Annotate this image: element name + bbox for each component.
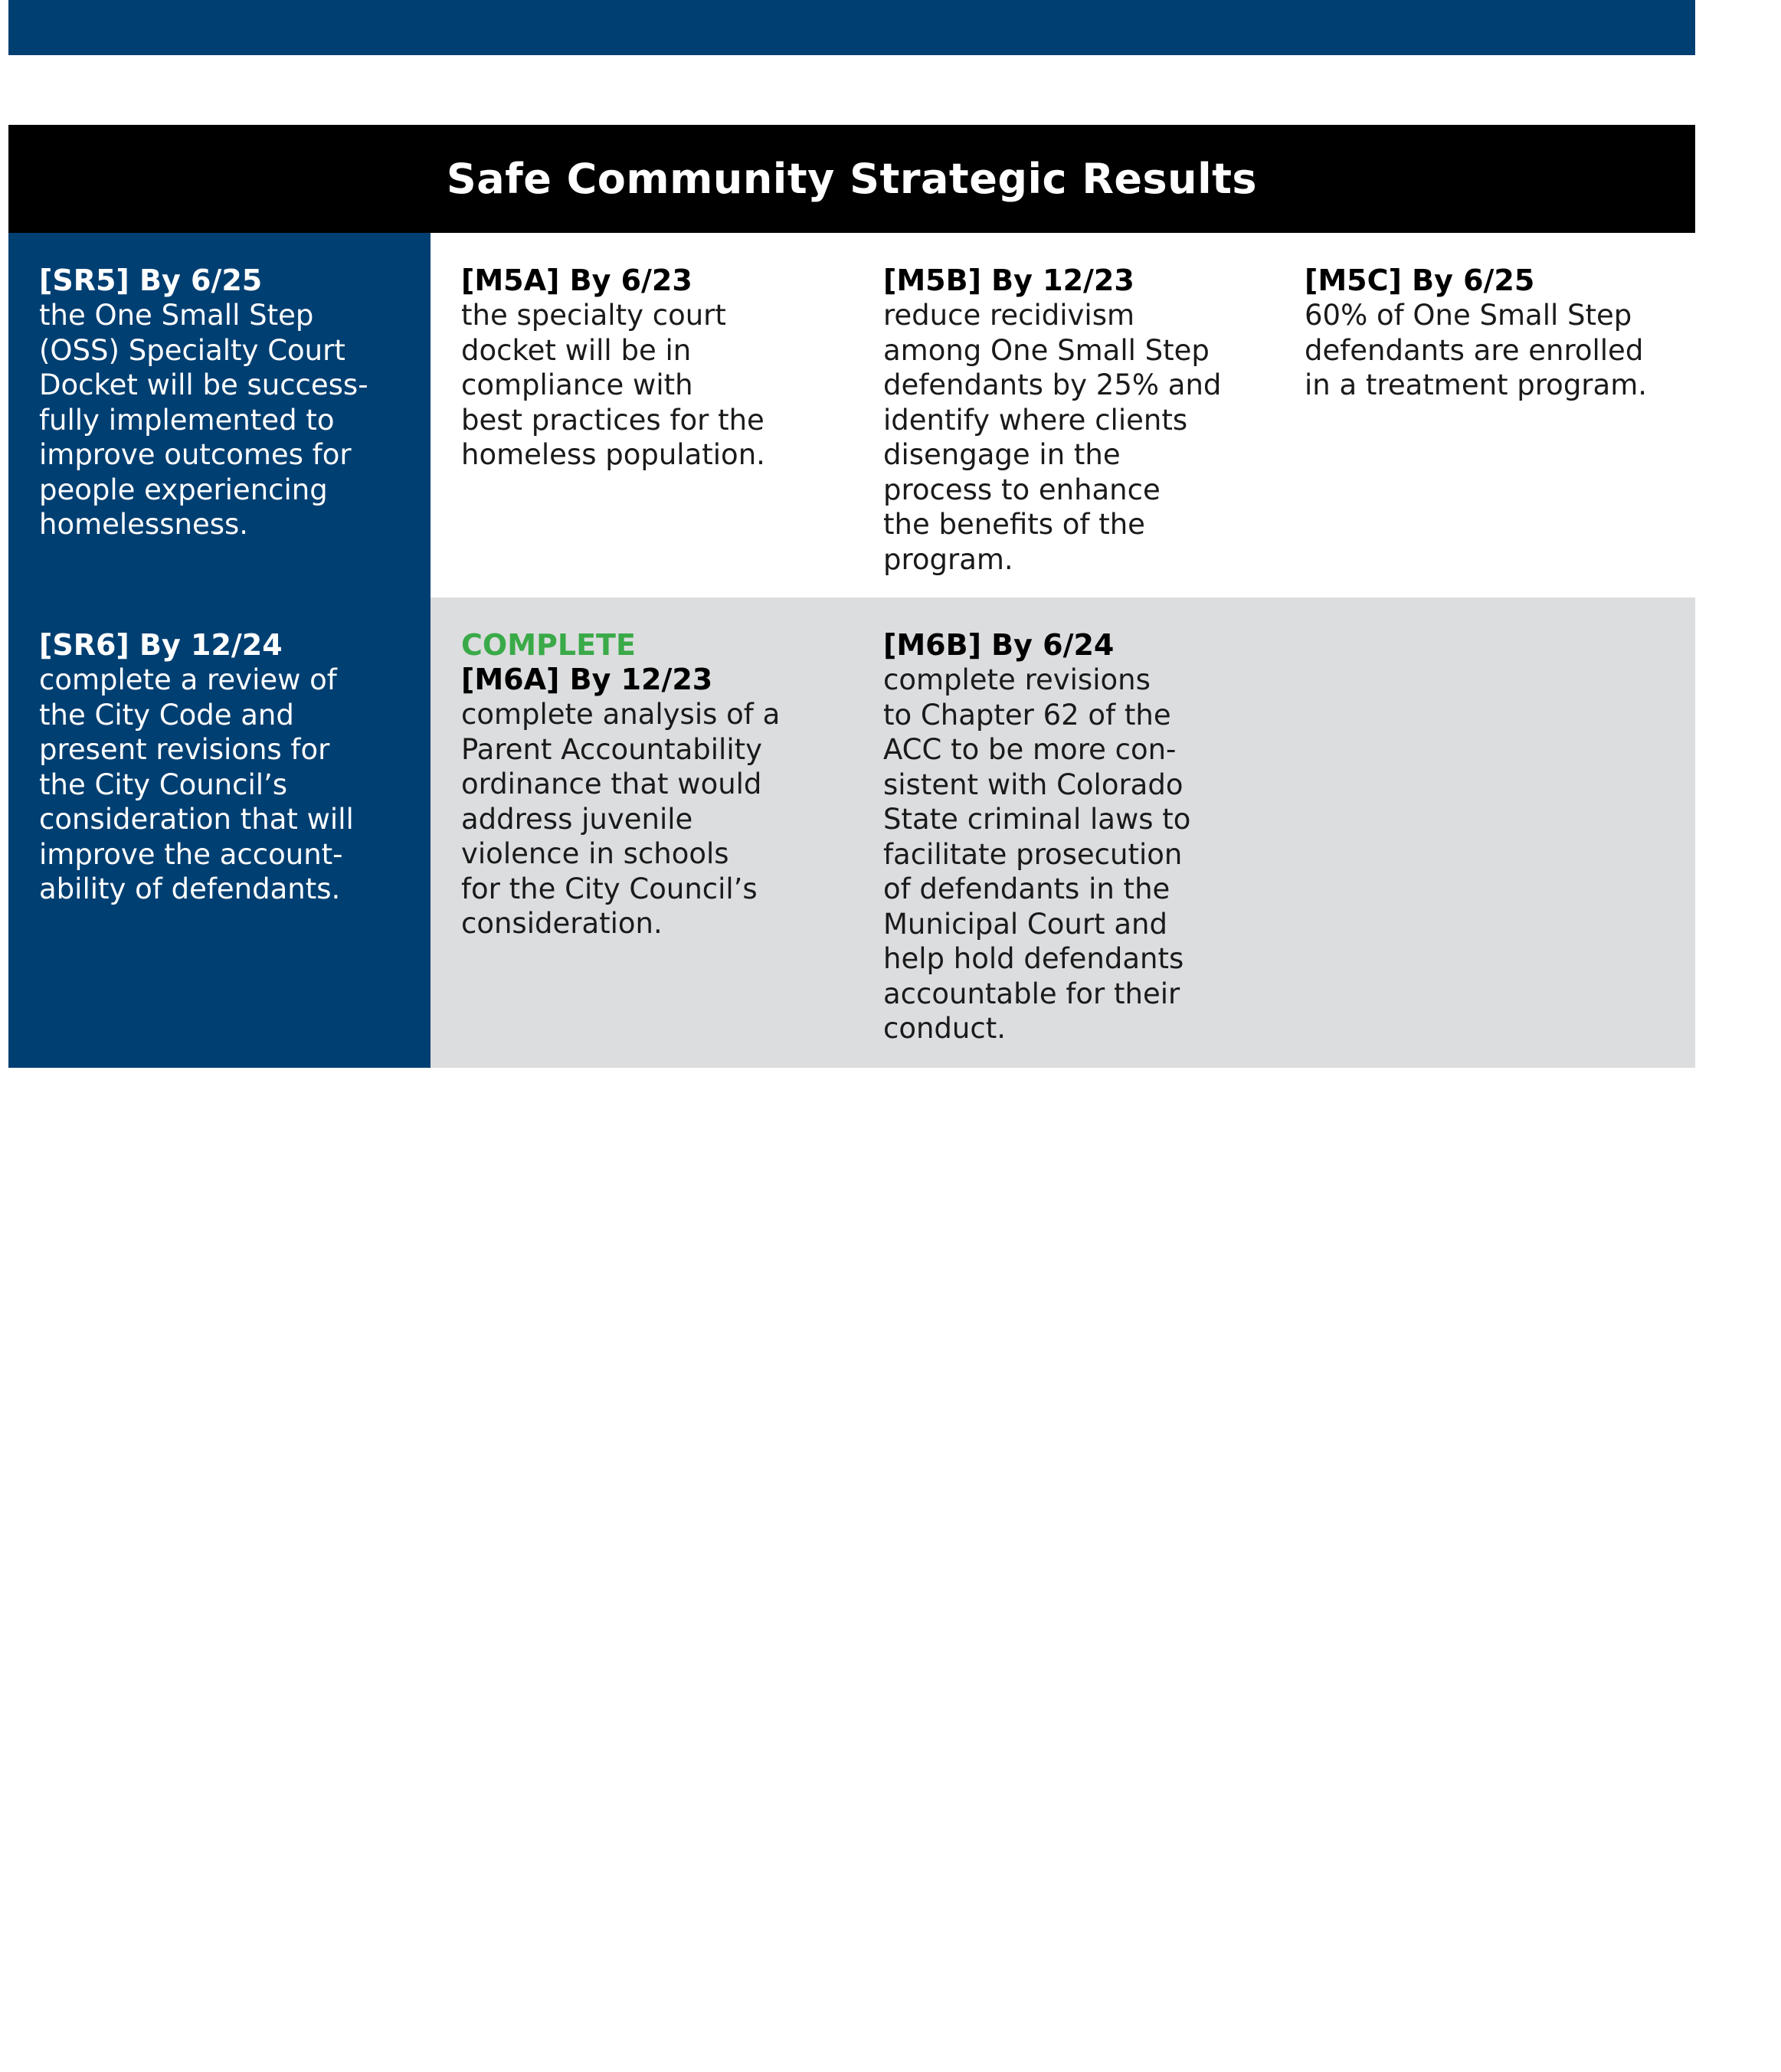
- text-line: for the City Council’s: [461, 872, 758, 905]
- results-header: [8, 125, 1695, 233]
- text-line: complete revisions: [883, 663, 1151, 696]
- text-line: help hold defendants: [883, 942, 1184, 975]
- strategic-result-title: [SR6] By 12/24: [39, 628, 283, 662]
- text-line: complete a review of: [39, 663, 337, 696]
- text-line: Municipal Court and: [883, 907, 1167, 941]
- measure-text: [461, 298, 837, 473]
- text-line: defendants by 25% and: [883, 368, 1222, 401]
- measure-text: [1305, 298, 1680, 403]
- text-line: compliance with: [461, 368, 693, 401]
- text-line: 60% of One Small Step: [1305, 299, 1632, 332]
- top-banner-bar: [8, 0, 1695, 55]
- text-line: complete analysis of a: [461, 698, 781, 731]
- text-line: the specialty court: [461, 299, 726, 332]
- strategic-result-text: [39, 663, 415, 907]
- measure-title: [M6A] By 12/23: [461, 663, 713, 696]
- text-line: homeless population.: [461, 438, 765, 471]
- text-line: among One Small Step: [883, 333, 1210, 367]
- measure-title: [M5B] By 12/23: [883, 264, 1134, 297]
- text-line: identify where clients: [883, 403, 1188, 437]
- text-line: ability of defendants.: [39, 872, 341, 905]
- text-line: Docket will be success-: [39, 368, 368, 401]
- text-line: consideration that will: [39, 803, 354, 836]
- text-line: fully implemented to: [39, 403, 335, 437]
- text-line: consideration.: [461, 907, 663, 940]
- page-title: Safe Community Strategic Results: [446, 155, 1258, 203]
- text-line: process to enhance: [883, 473, 1161, 506]
- text-line: State criminal laws to: [883, 803, 1191, 836]
- measure-text: [883, 663, 1259, 1046]
- text-line: of defendants in the: [883, 872, 1170, 905]
- text-line: homelessness.: [39, 508, 249, 541]
- text-line: sistent with Colorado: [883, 768, 1184, 801]
- text-line: the City Code and: [39, 698, 294, 732]
- text-line: present revisions for: [39, 733, 330, 766]
- text-line: improve the account-: [39, 837, 343, 871]
- text-line: in a treatment program.: [1305, 368, 1647, 401]
- measure-cell-m5a: [431, 233, 853, 597]
- measure-title: [M5C] By 6/25: [1305, 264, 1535, 297]
- measure-text: [461, 697, 837, 941]
- text-line: docket will be in: [461, 333, 692, 367]
- text-line: conduct.: [883, 1012, 1006, 1045]
- text-line: address juvenile: [461, 802, 693, 836]
- text-line: violence in schools: [461, 837, 729, 870]
- status-badge: COMPLETE: [461, 628, 636, 662]
- measure-text: [883, 298, 1259, 577]
- measure-cell-m5c: [1274, 233, 1695, 597]
- measure-cell-m5b: [853, 233, 1274, 597]
- measure-title: [M5A] By 6/23: [461, 264, 692, 297]
- strategic-result-cell: [8, 597, 431, 1068]
- text-line: people experiencing: [39, 473, 328, 506]
- strategic-result-text: [39, 298, 415, 542]
- text-line: the One Small Step: [39, 299, 314, 332]
- text-line: accountable for their: [883, 977, 1180, 1010]
- text-line: the benefits of the: [883, 508, 1145, 541]
- text-line: to Chapter 62 of the: [883, 698, 1171, 732]
- text-line: ACC to be more con-: [883, 733, 1177, 766]
- text-line: the City Council’s: [39, 768, 288, 801]
- text-line: improve outcomes for: [39, 438, 352, 471]
- measure-title: [M6B] By 6/24: [883, 628, 1115, 662]
- strategic-result-cell: [8, 233, 431, 597]
- text-line: disengage in the: [883, 438, 1121, 471]
- text-line: Parent Accountability: [461, 732, 762, 766]
- strategic-result-title: [SR5] By 6/25: [39, 264, 263, 297]
- text-line: defendants are enrolled: [1305, 333, 1644, 367]
- text-line: ordinance that would: [461, 768, 762, 800]
- text-line: program.: [883, 542, 1013, 576]
- text-line: facilitate prosecution: [883, 837, 1183, 871]
- results-row-sr5: [8, 233, 1695, 597]
- text-line: (OSS) Specialty Court: [39, 333, 345, 367]
- text-line: best practices for the: [461, 403, 764, 437]
- text-line: reduce recidivism: [883, 299, 1135, 332]
- measure-cell-m6a: [431, 597, 853, 1068]
- measure-cell-m6b: [853, 597, 1274, 1068]
- results-row-sr6: [8, 597, 1695, 1068]
